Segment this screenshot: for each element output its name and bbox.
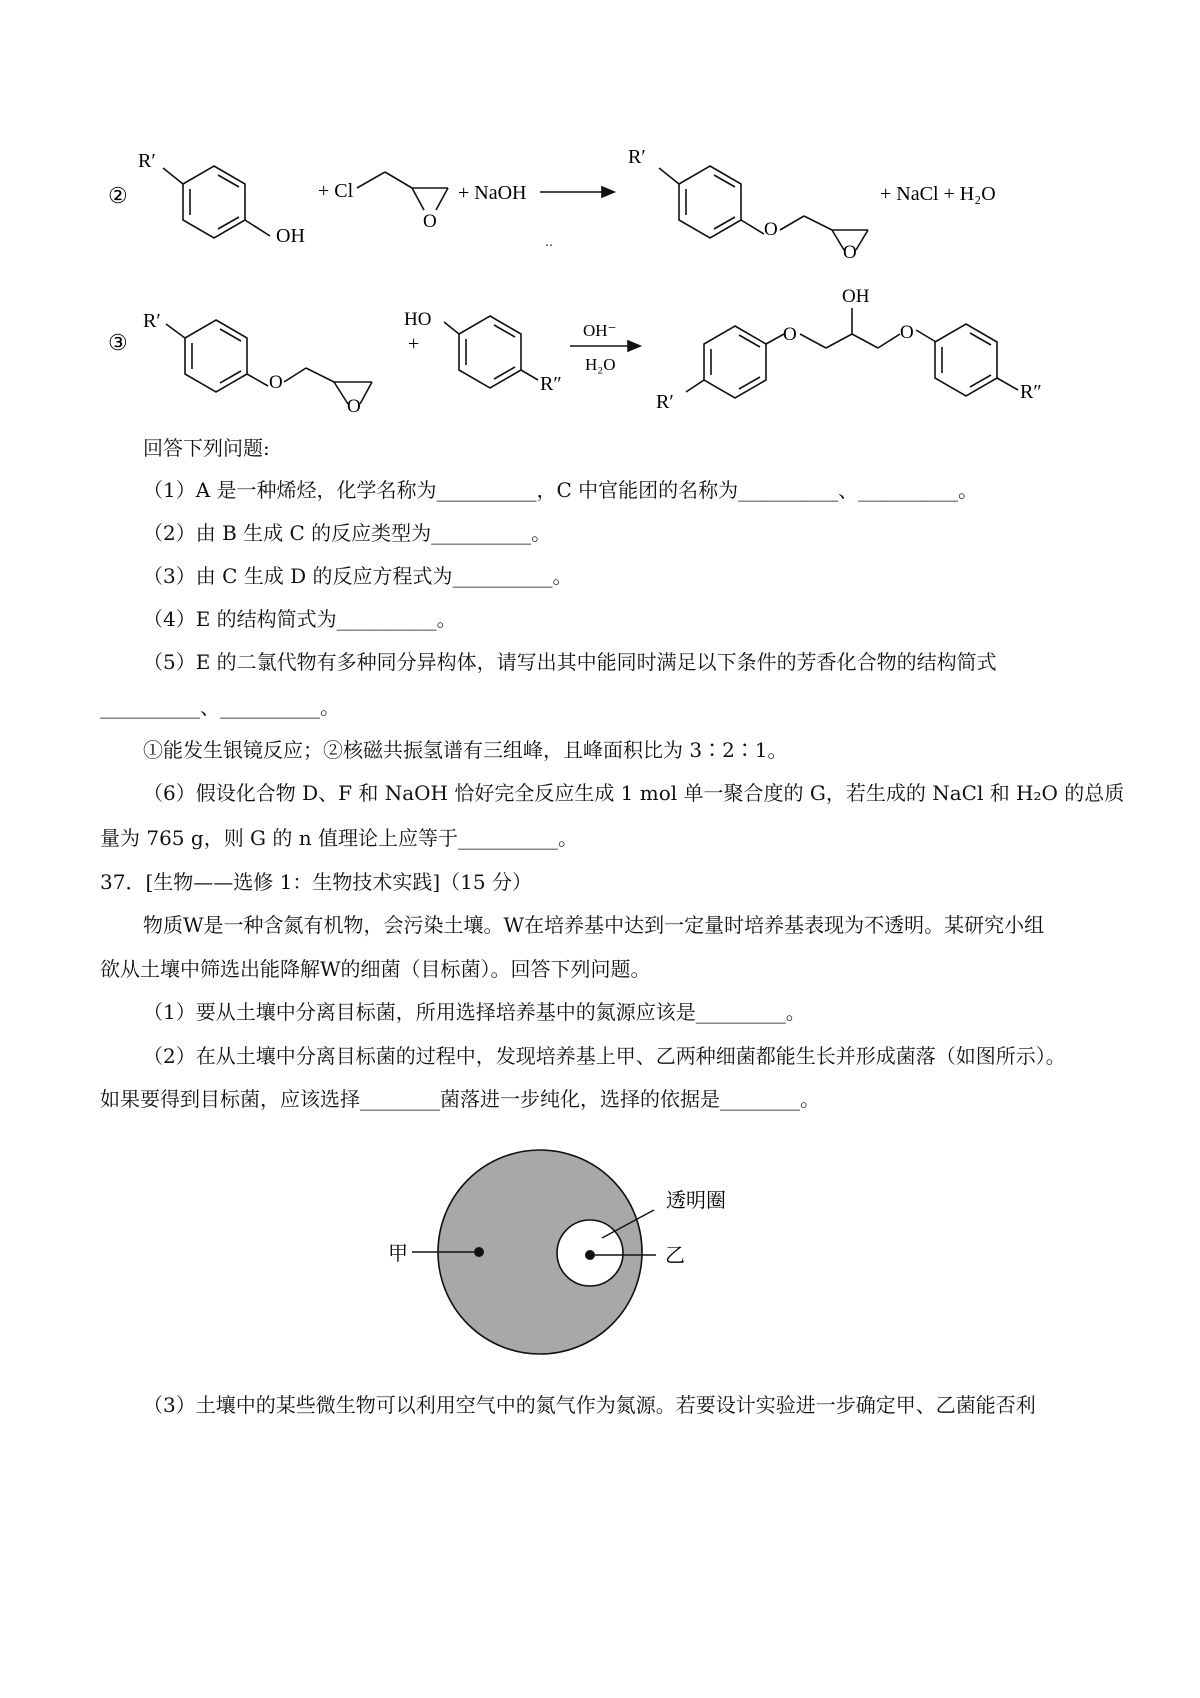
epichlorohydrin <box>357 172 448 210</box>
phenol-oh: OH <box>276 225 305 247</box>
colony-yi <box>585 1250 595 1260</box>
product-ether-o: O <box>764 219 778 240</box>
label-halo: 透明圈 <box>666 1190 726 1212</box>
questions-intro: 回答下列问题: <box>143 436 270 460</box>
section-37-question-1: （1）要从土壤中分离目标菌，所用选择培养基中的氮源应该是_________。 <box>143 1000 806 1024</box>
reaction-2-number: ② <box>108 183 128 208</box>
reactant-epoxide-o: O <box>347 396 361 417</box>
question-5-line-1: （5）E 的二氯代物有多种同分异构体，请写出其中能同时满足以下条件的芳香化合物的结构简式 <box>143 650 997 674</box>
question-2: （2）由 B 生成 C 的反应类型为__________。 <box>143 521 552 545</box>
stray-mark: ‥ <box>545 235 554 249</box>
product-r-prime: R′ <box>628 146 646 168</box>
phenol-r-prime: R′ <box>138 150 156 172</box>
diether-product <box>686 308 1018 398</box>
cl-label: + Cl <box>318 180 354 202</box>
label-yi: 乙 <box>665 1245 685 1267</box>
byproducts-label: + NaCl + H₂O <box>880 183 996 205</box>
section-37-para-1: 物质W是一种含氮有机物，会污染土壤。W在培养基中达到一定量时培养基表现为不透明。某研究小组 <box>143 913 1045 937</box>
section-37-question-2-line-2: 如果要得到目标菌，应该选择________菌落进一步纯化，选择的依据是________。 <box>100 1087 820 1111</box>
section-37-para-2: 欲从土壤中筛选出能降解W的细菌（目标菌）。回答下列问题。 <box>100 957 651 981</box>
label-jia: 甲 <box>388 1243 408 1265</box>
question-1: （1）A 是一种烯烃，化学名称为__________，C 中官能团的名称为__________、__________。 <box>143 478 979 502</box>
question-5-conditions: ①能发生银镜反应；②核磁共振氢谱有三组峰，且峰面积比为 3∶2∶1。 <box>143 738 788 762</box>
naoh-label: + NaOH <box>458 182 527 204</box>
product-oh: OH <box>842 286 870 307</box>
product-r-prime-3: R′ <box>656 391 674 413</box>
reactant-r-prime: R′ <box>143 310 161 332</box>
product-r-double-3: R″ <box>1020 381 1042 403</box>
section-37-header: 37．[生物——选修 1：生物技术实践]（15 分） <box>100 870 532 894</box>
question-3: （3）由 C 生成 D 的反应方程式为__________。 <box>143 564 573 588</box>
reactant-phenol <box>444 316 538 388</box>
reaction-3-arrow <box>570 341 640 351</box>
condition-oh: OH⁻ <box>583 321 617 340</box>
reaction-3-number: ③ <box>108 330 128 355</box>
section-37-question-3: （3）土壤中的某些微生物可以利用空气中的氮气作为氮源。若要设计实验进一步确定甲、乙菌能否利 <box>143 1393 1036 1417</box>
phenol-ho: HO <box>404 309 432 330</box>
question-6-line-1: （6）假设化合物 D、F 和 NaOH 恰好完全反应生成 1 mol 单一聚合度的 G，若生成的 NaCl 和 H₂O 的总质 <box>143 781 1125 805</box>
product-o-left: O <box>783 324 797 345</box>
reactant-ether-o: O <box>269 372 283 393</box>
reaction-3-plus: + <box>408 333 420 355</box>
colony-jia <box>474 1247 484 1257</box>
reaction-2-arrow <box>540 187 614 197</box>
reaction-2-scheme <box>0 130 1200 430</box>
question-5-line-2: __________、__________。 <box>100 695 340 719</box>
culture-plate-figure <box>380 1125 780 1375</box>
question-4: （4）E 的结构简式为__________。 <box>143 607 457 631</box>
epoxide-o: O <box>423 211 437 232</box>
phenol-ring <box>163 166 270 238</box>
question-6-line-2: 量为 765 g，则 G 的 n 值理论上应等于__________。 <box>100 826 578 850</box>
phenol-r-double: R″ <box>540 373 562 395</box>
product-epoxide-o: O <box>843 242 857 263</box>
product-o-right: O <box>900 322 914 343</box>
condition-water: H₂O <box>585 355 616 374</box>
section-37-question-2-line-1: （2）在从土壤中分离目标菌的过程中，发现培养基上甲、乙两种细菌都能生长并形成菌落（如图所示）。 <box>143 1044 1066 1068</box>
